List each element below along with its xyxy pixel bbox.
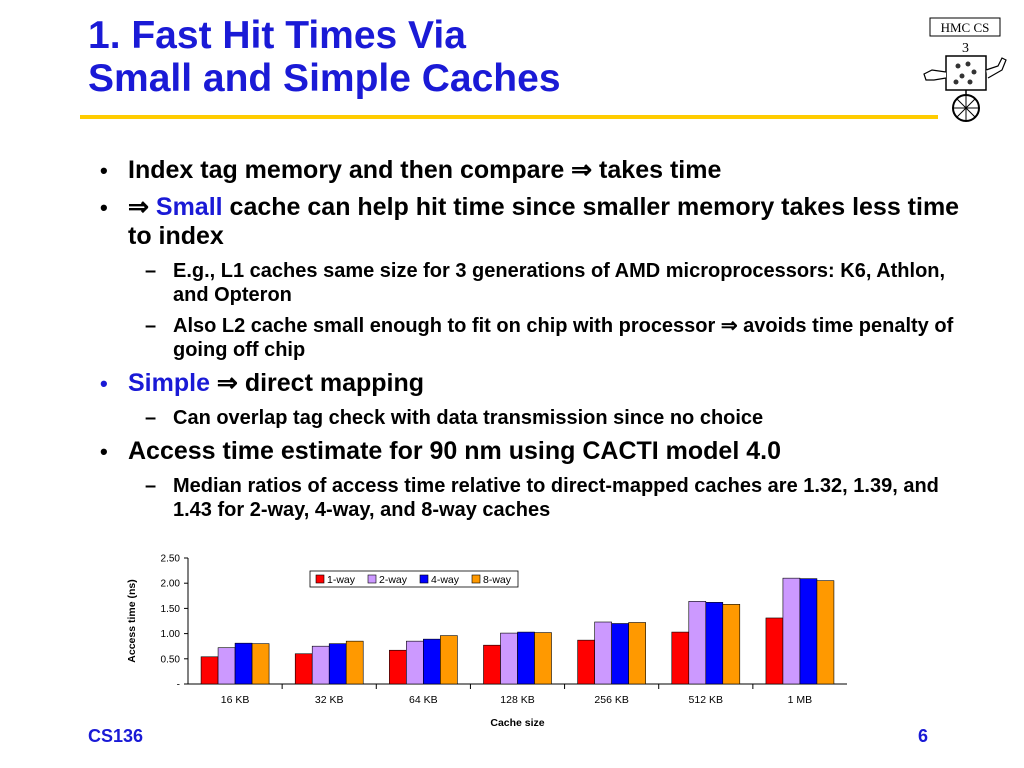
bar-8-way: [440, 636, 457, 684]
bar-1-way: [295, 654, 312, 684]
x-tick-label: 64 KB: [409, 694, 438, 706]
x-tick-label: 1 MB: [787, 694, 813, 706]
bar-2-way: [501, 633, 518, 684]
y-tick-label: 2.50: [160, 553, 180, 565]
bar-2-way: [595, 622, 612, 684]
bar-2-way: [783, 578, 800, 684]
bar-1-way: [672, 632, 689, 684]
hmc-cs-logo: [918, 14, 1014, 124]
dash-marker: –: [145, 315, 157, 337]
slide-title: [88, 14, 561, 100]
bullet-3-highlight: Simple: [128, 369, 210, 397]
bar-4-way: [800, 579, 817, 684]
y-tick-label: 0.50: [160, 654, 180, 666]
bar-4-way: [235, 643, 252, 684]
y-tick-label: -: [176, 679, 180, 691]
bar-4-way: [329, 644, 346, 684]
bullet-4-text: Access time estimate for 90 nm using CACTI model 4.0: [128, 437, 781, 465]
bullet-2: [100, 193, 960, 251]
course-label: CS136: [88, 726, 144, 746]
x-tick-label: 128 KB: [500, 694, 535, 706]
bar-2-way: [689, 601, 706, 684]
bar-8-way: [723, 604, 740, 684]
y-tick-label: 1.00: [160, 629, 180, 641]
bullet-marker: •: [100, 158, 108, 183]
bullet-4: [100, 437, 960, 466]
logo-text: HMC CS: [940, 20, 990, 35]
bar-2-way: [406, 641, 423, 684]
y-axis-label: Access time (ns): [126, 579, 138, 663]
svg-text:3: 3: [962, 41, 969, 56]
x-axis-label: Cache size: [490, 717, 545, 729]
bullet-marker: •: [100, 439, 108, 464]
bullet-2-text: cache can help hit time since smaller memory takes less time to index: [128, 193, 960, 250]
y-tick-label: 2.00: [160, 578, 180, 590]
bullet-2-prefix: ⇒: [128, 193, 156, 221]
legend-label: 2-way: [379, 574, 408, 586]
bar-4-way: [423, 639, 440, 684]
sub-bullet-4-1-text: Median ratios of access time relative to direct-mapped caches are 1.32, 1.39, and 1.43 for 2-way, 4-way, and 8-way caches: [173, 475, 939, 521]
bar-1-way: [201, 657, 218, 684]
title-line-2: Small and Simple Caches: [88, 57, 561, 100]
x-tick-label: 16 KB: [220, 694, 250, 706]
legend-label: 4-way: [431, 574, 460, 586]
bar-8-way: [346, 641, 363, 684]
access-time-chart: [110, 550, 860, 735]
bullet-2-highlight: Small: [155, 193, 223, 221]
bar-8-way: [817, 581, 834, 684]
dash-marker: –: [145, 407, 157, 429]
title-line-1: 1. Fast Hit Times Via: [88, 14, 466, 57]
bar-1-way: [484, 645, 501, 684]
bar-2-way: [312, 646, 329, 684]
legend-swatch-4-way: [420, 575, 428, 583]
bullet-list: [100, 156, 960, 529]
sub-bullet-2-2: [100, 314, 960, 362]
dash-marker: –: [145, 260, 157, 282]
sub-bullet-3-1-text: Can overlap tag check with data transmission since no choice: [173, 407, 764, 429]
bullet-1-text: Index tag memory and then compare ⇒ takes time: [128, 156, 722, 184]
bullet-marker: •: [100, 371, 108, 396]
x-tick-label: 256 KB: [594, 694, 629, 706]
legend-swatch-1-way: [316, 575, 324, 583]
bar-4-way: [706, 602, 723, 684]
bar-1-way: [578, 640, 595, 684]
y-tick-label: 1.50: [160, 603, 180, 615]
sub-bullet-3-1: [100, 406, 960, 430]
bar-1-way: [389, 650, 406, 684]
x-tick-label: 32 KB: [314, 694, 344, 706]
bar-4-way: [612, 624, 629, 684]
title-divider: [80, 115, 938, 119]
bar-8-way: [629, 623, 646, 684]
bullet-marker: •: [100, 195, 108, 220]
legend-label: 1-way: [327, 574, 356, 586]
sub-bullet-2-2-text: Also L2 cache small enough to fit on chip with processor ⇒ avoids time penalty of going off chip: [173, 315, 954, 361]
bar-4-way: [518, 632, 535, 684]
bullet-3: [100, 369, 960, 398]
sub-bullet-4-1: [100, 474, 960, 522]
bar-8-way: [252, 644, 269, 684]
dash-marker: –: [145, 475, 157, 497]
bar-8-way: [535, 633, 552, 684]
legend-swatch-2-way: [368, 575, 376, 583]
sub-bullet-2-1-text: E.g., L1 caches same size for 3 generations of AMD microprocessors: K6, Athlon, and Opteron: [173, 260, 946, 306]
legend-label: 8-way: [483, 574, 512, 586]
page-number: 6: [917, 726, 928, 746]
sub-bullet-2-1: [100, 259, 960, 307]
x-tick-label: 512 KB: [688, 694, 724, 706]
legend-swatch-8-way: [472, 575, 480, 583]
bar-2-way: [218, 648, 235, 684]
bullet-1: [100, 156, 960, 185]
bar-1-way: [766, 618, 783, 684]
bullet-3-text: ⇒ direct mapping: [209, 369, 425, 397]
